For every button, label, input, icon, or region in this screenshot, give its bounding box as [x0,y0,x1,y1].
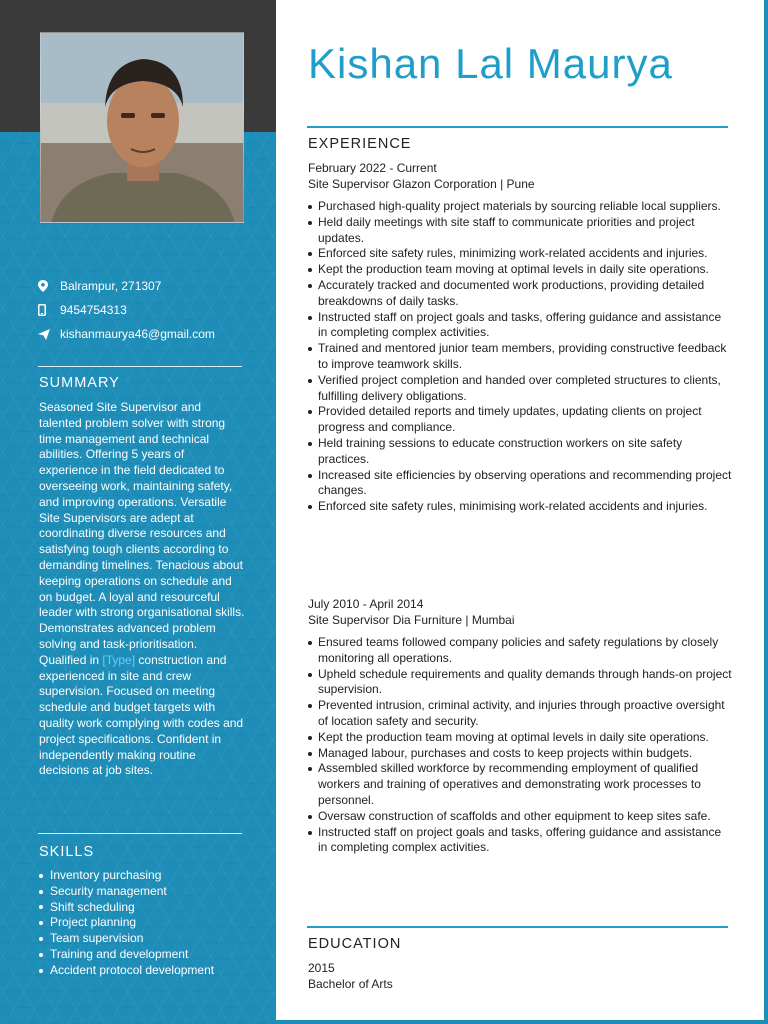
job-bullet: Increased site efficiencies by observing operations and recommending project changes. [308,468,733,500]
email-link[interactable]: kishanmaurya46@gmail.com [60,327,215,341]
job-bullet: Ensured teams followed company policies and safety regulations by closely monitoring all operations. [308,635,733,667]
job-bullets [308,635,733,856]
sidebar-divider [38,366,242,367]
phone-text: 9454754313 [60,303,127,317]
education-heading: EDUCATION [308,936,402,952]
contact-phone [38,298,258,322]
skills-heading: SKILLS [39,844,95,860]
experience-heading: EXPERIENCE [308,136,412,152]
education-degree: Bachelor of Arts [308,977,393,991]
skill-item: Accident protocol development [39,963,259,979]
job-bullet: Accurately tracked and documented work productions, providing detailed breakdowns of daily tasks. [308,278,733,310]
summary-text-part2: construction and experienced in site and crew supervision. Focused on meeting schedule and budget targets with quality work complying with codes and project specifications. Confident in independently making routine decisions at job sites. [39,652,244,778]
job-bullet: Held daily meetings with site staff to communicate priorities and project updates. [308,215,733,247]
send-icon [38,329,60,340]
sidebar-divider [38,833,242,834]
job-date: July 2010 - April 2014 [308,597,424,611]
job-bullet: Verified project completion and handed over completed structures to clients, fulfilling delivery obligations. [308,373,733,405]
job-bullet: Instructed staff on project goals and tasks, offering guidance and assistance in completing complex activities. [308,825,733,857]
profile-photo [40,32,244,223]
job-bullet: Provided detailed reports and timely updates, updating clients on project progress and compliance. [308,404,733,436]
skill-item: Shift scheduling [39,900,259,916]
skill-item: Project planning [39,915,259,931]
job-bullet: Managed labour, purchases and costs to keep projects within budgets. [308,746,733,762]
job-bullet: Kept the production team moving at optimal levels in daily site operations. [308,262,733,278]
section-divider [307,126,728,128]
job-bullet: Oversaw construction of scaffolds and other equipment to keep sites safe. [308,809,733,825]
page-border-bottom [276,1020,768,1024]
education-year: 2015 [308,961,335,975]
contact-info [38,274,258,346]
job-bullet: Upheld schedule requirements and quality demands through hands-on project supervision. [308,667,733,699]
location-text: Balrampur, 271307 [60,279,162,293]
summary-heading: SUMMARY [39,375,120,391]
job-title: Site Supervisor Glazon Corporation | Pune [308,177,535,191]
job-bullet: Instructed staff on project goals and tasks, offering guidance and assistance in completing complex activities. [308,310,733,342]
job-bullet: Enforced site safety rules, minimizing work-related accidents and injuries. [308,246,733,262]
section-divider [307,926,728,928]
job-bullet: Purchased high-quality project materials by sourcing reliable local suppliers. [308,199,733,215]
summary-placeholder-highlight: [Type] [102,652,136,667]
job-date: February 2022 - Current [308,161,437,175]
page-border-right [764,0,768,1024]
job-bullet: Held training sessions to educate construction workers on site safety practices. [308,436,733,468]
contact-email[interactable] [38,322,258,346]
job-bullet: Assembled skilled workforce by recommending employment of qualified workers and training of operatives and demonstrating work processes to personnel. [308,761,733,808]
contact-location [38,274,258,298]
job-bullet: Enforced site safety rules, minimising work-related accidents and injuries. [308,499,733,515]
skills-list [39,868,259,979]
job-bullet: Trained and mentored junior team members, providing constructive feedback to improve teamwork skills. [308,341,733,373]
candidate-name: Kishan Lal Maurya [308,40,673,87]
skill-item: Inventory purchasing [39,868,259,884]
summary-text [39,400,245,779]
job-title: Site Supervisor Dia Furniture | Mumbai [308,613,515,627]
summary-text-part1: Seasoned Site Supervisor and talented problem solver with strong time management and technical abilities. Offering 5 years of experience in the field dedicated to overseeing work, maintaining safety, and improving operations. Versatile Site Supervisors are adept at coordinating diverse resources and satisfying tough clients according to demanding timelines. Tenacious about keeping operations on schedule and on budget. A loyal and resourceful leader with strong organisational skills. Demonstrates advanced problem solving and task-prioritisation. Qualified in [39,400,245,667]
skill-item: Team supervision [39,931,259,947]
sidebar [0,0,276,1024]
job-bullet: Kept the production team moving at optimal levels in daily site operations. [308,730,733,746]
location-pin-icon [38,280,60,292]
job-bullets [308,199,733,515]
phone-icon [38,304,60,316]
skill-item: Security management [39,884,259,900]
skill-item: Training and development [39,947,259,963]
job-bullet: Prevented intrusion, criminal activity, and injuries through proactive oversight of location safety and security. [308,698,733,730]
